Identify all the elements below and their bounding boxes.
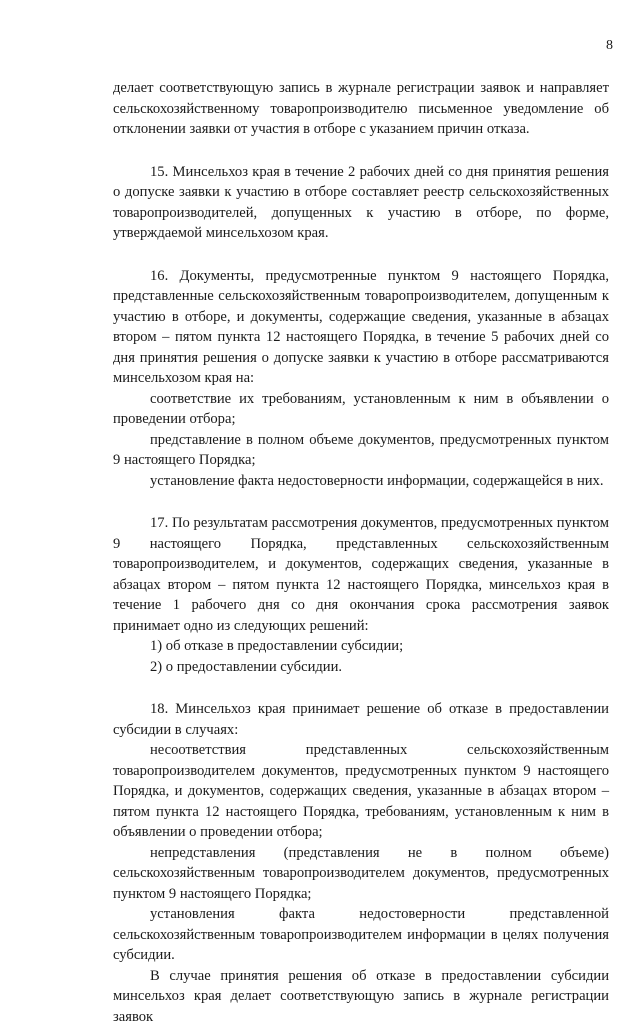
paragraph-18: 18. Минсельхоз края принимает решение об отказе в предоставлении субсидии в случаях: xyxy=(113,699,609,740)
page-number: 8 xyxy=(606,38,613,54)
paragraph-continuation: делает соответствующую запись в журнале регистрации заявок и направляет сельскохозяйственному товаропроизводителю письменное уведомление об отклонении заявки от участия в отборе с указанием причин отказа. xyxy=(113,78,609,140)
paragraph-16-item-b: представление в полном объеме документов, предусмотренных пунктом 9 настоящего Порядка; xyxy=(113,430,609,471)
document-body xyxy=(113,78,609,1027)
paragraph-16: 16. Документы, предусмотренные пунктом 9 настоящего Порядка, представленные сельскохозяйственным товаропроизводителем, допущенным к участию в отборе, и документы, содержащие сведения, указанные в абзацах втором – пятом пункта 12 настоящего Порядка, в течение 5 рабочих дней со дня принятия решения о допуске заявки к участию в отборе рассматриваются минсельхозом края на: xyxy=(113,266,609,389)
paragraph-16-item-a: соответствие их требованиям, установленным к ним в объявлении о проведении отбора; xyxy=(113,389,609,430)
paragraph-15: 15. Минсельхоз края в течение 2 рабочих дней со дня принятия решения о допуске заявки к участию в отборе составляет реестр сельскохозяйственных товаропроизводителей, допущенных к участию в отборе, по форме, утверждаемой минсельхозом края. xyxy=(113,162,609,244)
paragraph-17-option-2: 2) о предоставлении субсидии. xyxy=(113,657,609,678)
paragraph-17: 17. По результатам рассмотрения документов, предусмотренных пунктом 9 настоящего Порядка, представленных сельскохозяйственным товаропроизводителем, и документов, содержащих сведения, указанные в абзацах втором – пятом пункта 12 настоящего Порядка, минсельхоз края в течение 1 рабочего дня со дня окончания срока рассмотрения заявок принимает одно из следующих решений: xyxy=(113,513,609,636)
paragraph-18-case-a: несоответствия представленных сельскохозяйственным товаропроизводителем документов, предусмотренных пунктом 9 настоящего Порядка, и документов, содержащих сведения, указанные в абзацах втором – пятом пункта 12 настоящего Порядка, требованиям, установленным к ним в объявлении о проведении отбора; xyxy=(113,740,609,843)
paragraph-18-case-b: непредставления (представления не в полном объеме) сельскохозяйственным товаропроизводителем документов, предусмотренных пунктом 9 настоящего Порядка; xyxy=(113,843,609,905)
paragraph-18-case-c: установления факта недостоверности представленной сельскохозяйственным товаропроизводителем информации в целях получения субсидии. xyxy=(113,904,609,966)
paragraph-17-option-1: 1) об отказе в предоставлении субсидии; xyxy=(113,636,609,657)
paragraph-16-item-c: установление факта недостоверности информации, содержащейся в них. xyxy=(113,471,609,492)
paragraph-18-refusal: В случае принятия решения об отказе в предоставлении субсидии минсельхоз края делает соответствующую запись в журнале регистрации заявок xyxy=(113,966,609,1027)
